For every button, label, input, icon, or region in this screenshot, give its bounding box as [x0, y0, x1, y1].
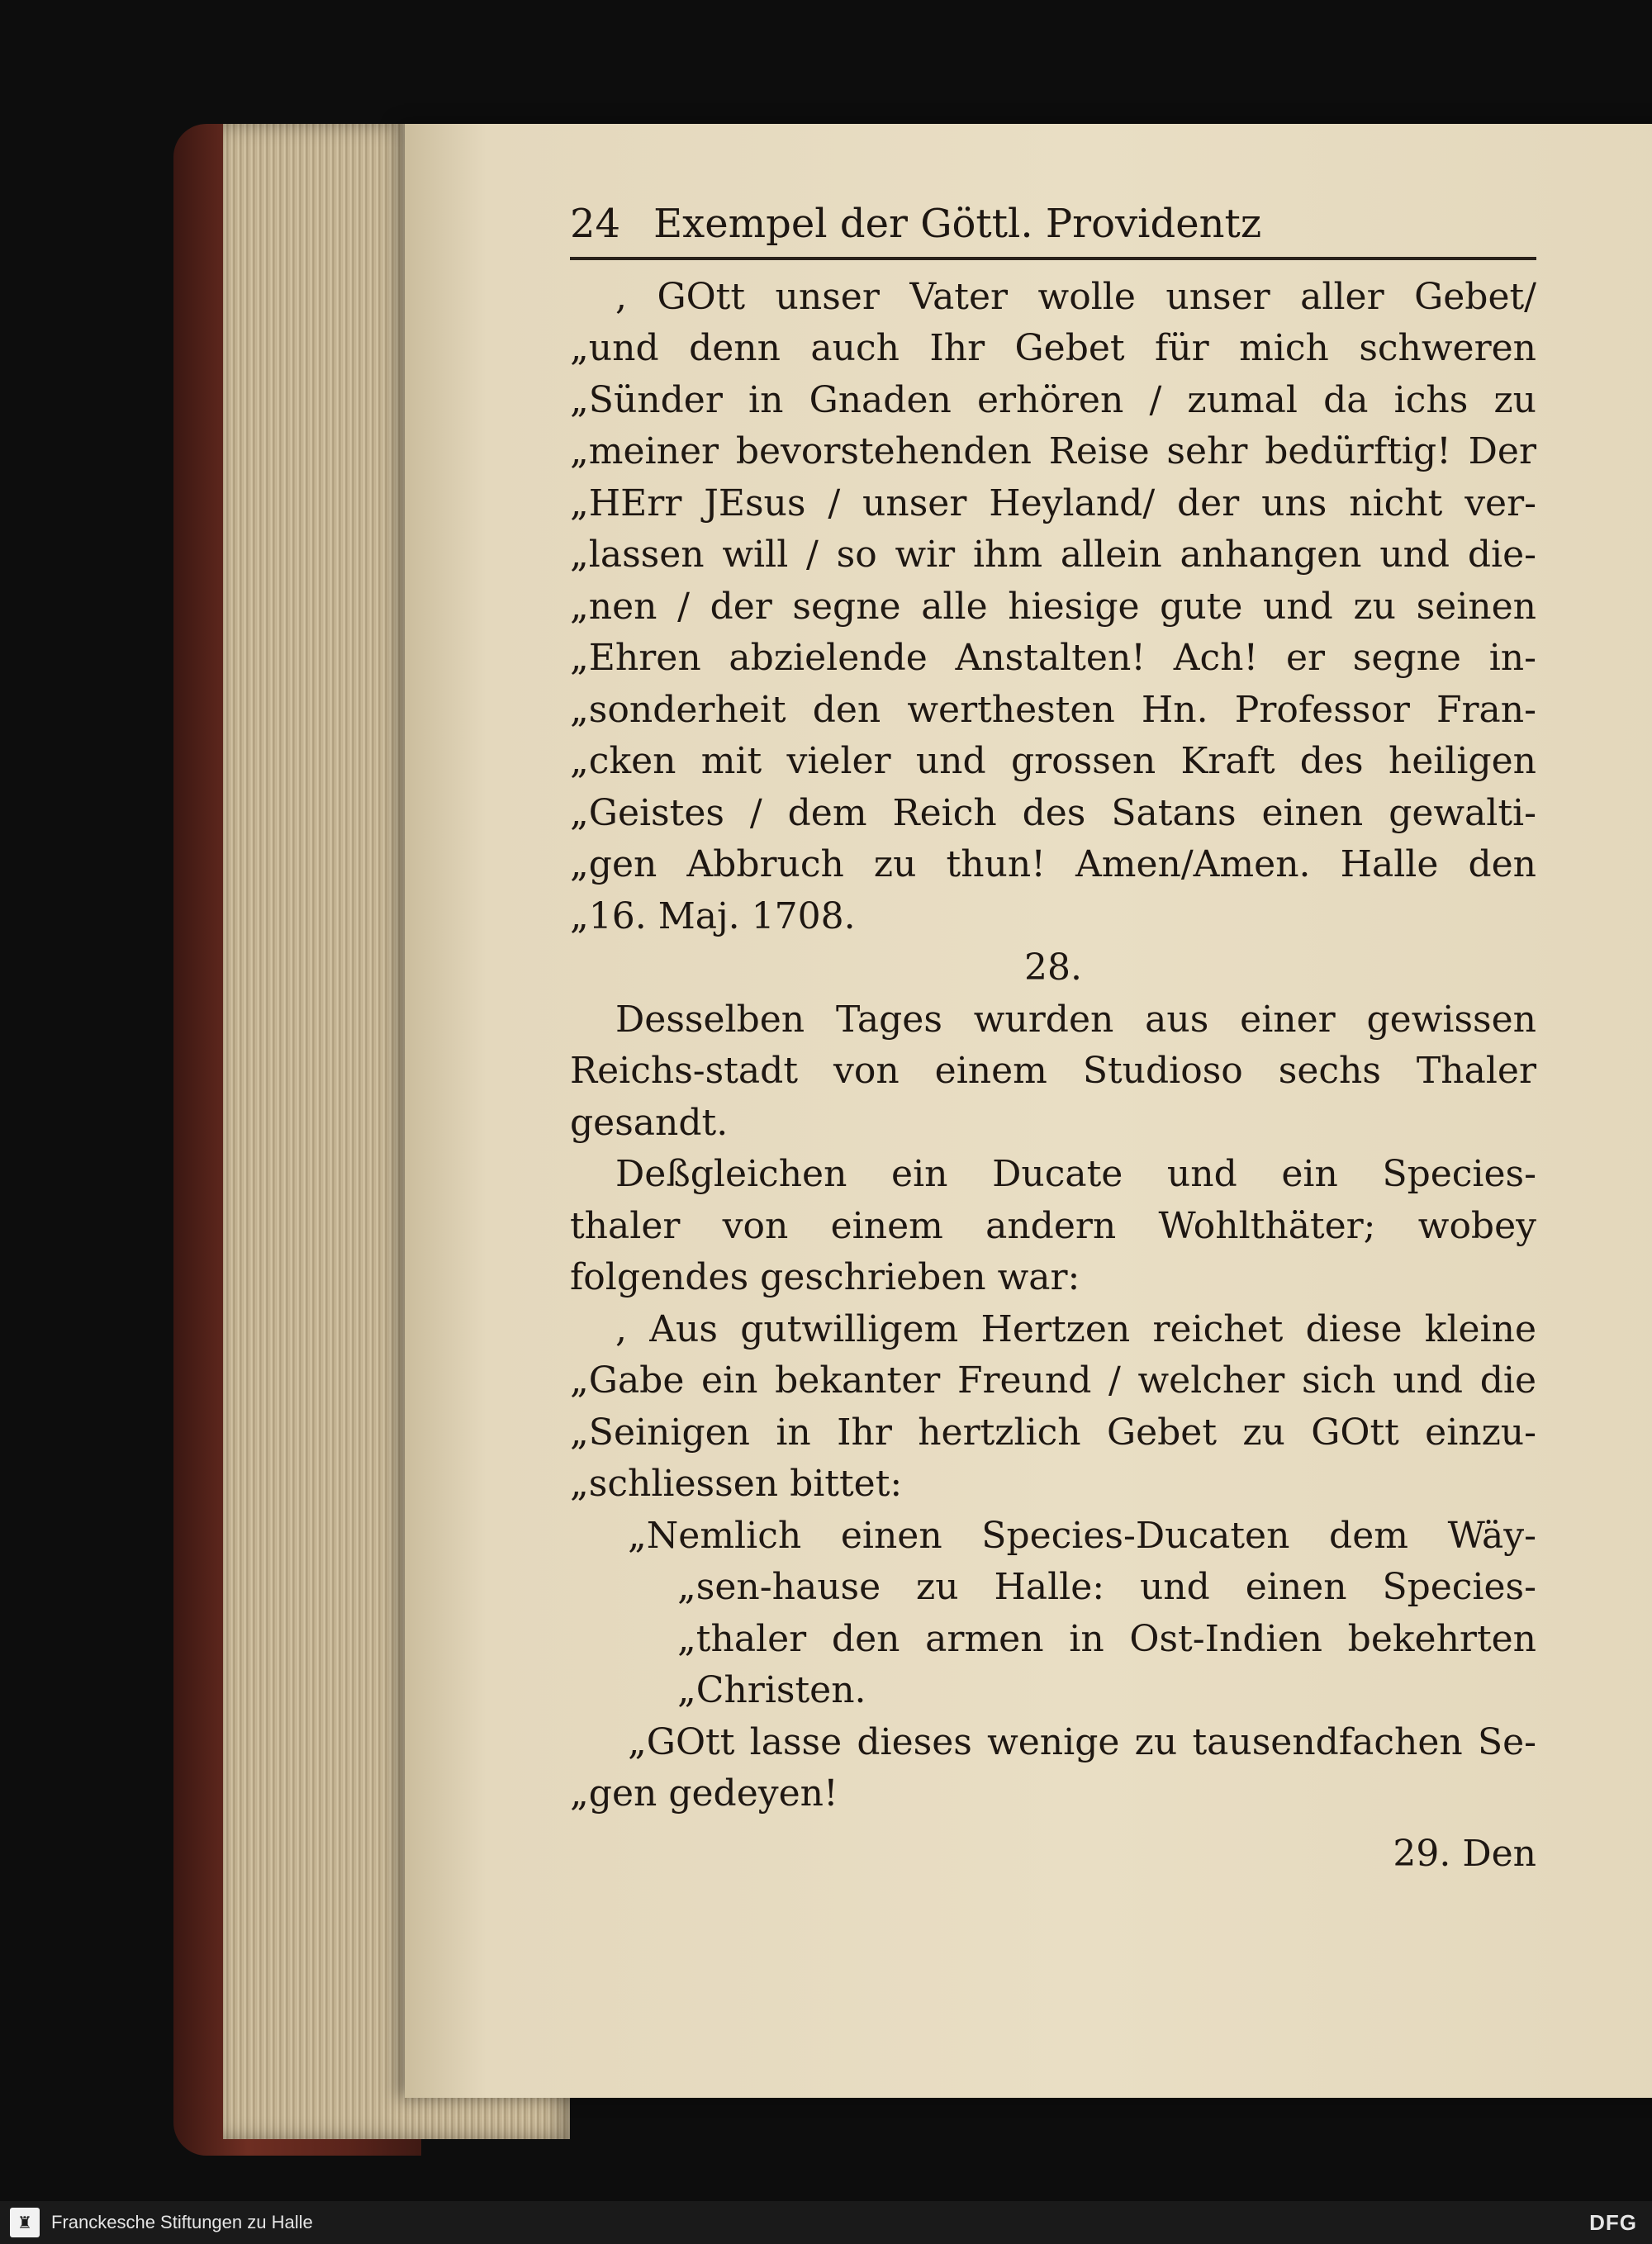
text-line: „Nemlich einen Species-Ducaten dem Wäy- — [628, 1514, 1536, 1557]
page-number: 24 — [570, 201, 621, 247]
dfg-logo: DFG — [1589, 2209, 1637, 2235]
text-line: „GOtt lasse dieses wenige zu tausendfachen Se- — [628, 1720, 1536, 1763]
text-line: 28. — [1024, 946, 1082, 989]
text-line: gesandt. — [570, 1101, 729, 1144]
text-line: , Aus gutwilligem Hertzen reichet diese kleine — [615, 1307, 1536, 1350]
text-line: „Sünder in Gnaden erhören / zumal da ichs zu — [570, 378, 1536, 421]
text-line: „Ehren abzielende Anstalten! Ach! er segne in- — [570, 637, 1536, 679]
text-line: folgendes geschrieben war: — [570, 1256, 1080, 1298]
running-title: Exempel der Göttl. Providentz — [653, 201, 1262, 247]
institution-logo-icon: ♜ — [10, 2208, 40, 2237]
body-text — [570, 272, 1536, 1820]
running-header — [570, 198, 1536, 260]
text-line: „gen Abbruch zu thun! Amen/Amen. Halle den — [570, 843, 1536, 885]
text-line: „schliessen bittet: — [570, 1463, 903, 1505]
text-line: „Seinigen in Ihr hertzlich Gebet zu GOtt einzu- — [570, 1411, 1536, 1454]
page-text — [570, 198, 1536, 1880]
text-line: „sen-hause zu Halle: und einen Species- — [677, 1566, 1536, 1608]
text-line: „cken mit vieler und grossen Kraft des heiligen — [570, 740, 1536, 782]
text-line: Reichs-stadt von einem Studioso sechs Thaler — [570, 1050, 1536, 1092]
text-line: „sonderheit den werthesten Hn. Professor Fran- — [570, 688, 1536, 731]
text-line: thaler von einem andern Wohlthäter; wobey — [570, 1204, 1536, 1247]
catchword: 29. Den — [1393, 1832, 1536, 1875]
text-line: Desselben Tages wurden aus einer gewissen — [615, 998, 1536, 1041]
text-line: „gen gedeyen! — [570, 1772, 838, 1815]
text-line: „Christen. — [677, 1669, 866, 1711]
text-line: „HErr JEsus / unser Heyland/ der uns nicht ver- — [570, 482, 1536, 524]
footer-bar — [0, 2201, 1652, 2244]
text-line: Deßgleichen ein Ducate und ein Species- — [615, 1153, 1536, 1195]
text-line: „Geistes / dem Reich des Satans einen gewalti- — [570, 791, 1536, 834]
text-line: „und denn auch Ihr Gebet für mich schweren — [570, 327, 1536, 369]
institution-name: Franckesche Stiftungen zu Halle — [51, 2212, 313, 2232]
text-line: , GOtt unser Vater wolle unser aller Gebet/ — [615, 275, 1536, 318]
text-line: „nen / der segne alle hiesige gute und zu seinen — [570, 585, 1536, 628]
text-line: „thaler den armen in Ost-Indien bekehrten — [677, 1617, 1536, 1660]
text-line: „meiner bevorstehenden Reise sehr bedürftig! Der — [570, 430, 1536, 472]
text-line: „16. Maj. 1708. — [570, 894, 856, 937]
text-line: „Gabe ein bekanter Freund / welcher sich und die — [570, 1359, 1536, 1402]
text-line: „lassen will / so wir ihm allein anhangen und die- — [570, 534, 1536, 576]
